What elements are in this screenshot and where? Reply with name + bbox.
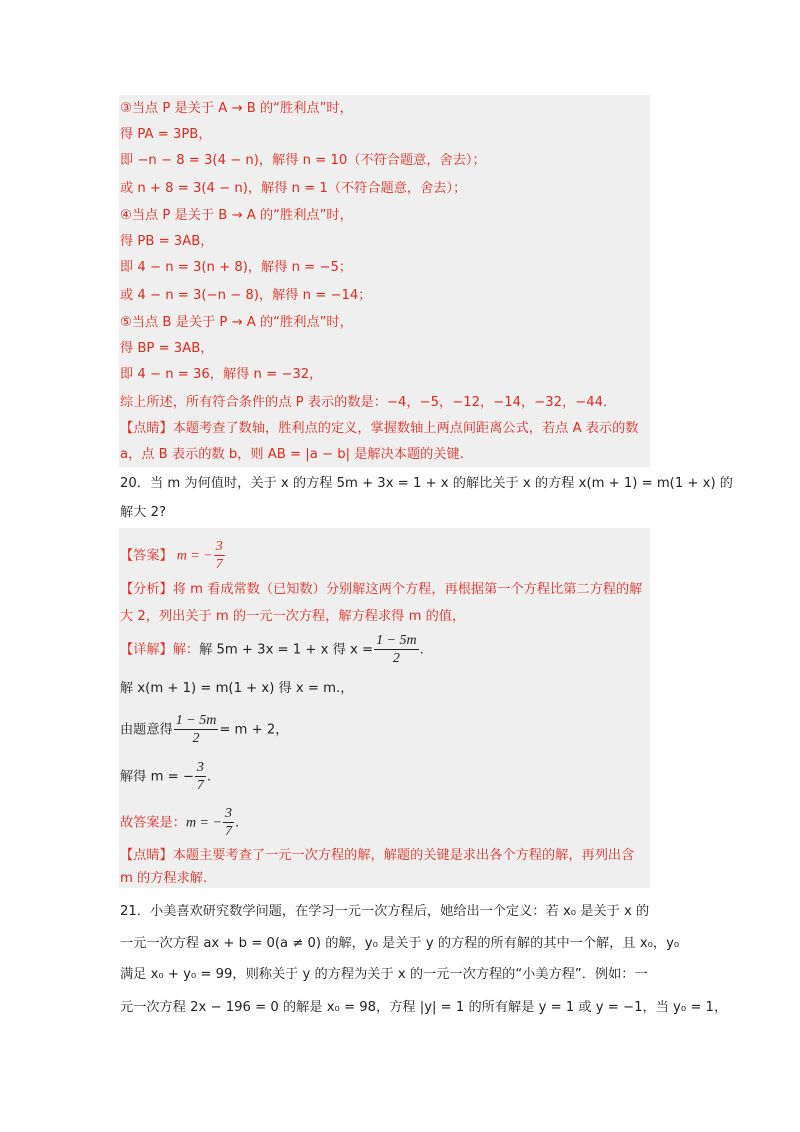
solve-fraction [195,759,206,794]
detail-fraction [374,632,419,667]
line-4: 或 n + 8 = 3(4 − n)，解得 n = 1（不符合题意，舍去）； [120,181,467,196]
line-2: 得 PA = 3PB， [120,127,212,142]
final-lhs: m = − [185,815,222,831]
detail-denominator: 2 [392,651,400,666]
solve-numerator: 3 [196,760,204,775]
line-3: 即 −n − 8 = 3(4 − n)，解得 n = 10（不符合题意，舍去）； [120,153,486,168]
setup-line [120,712,660,747]
comment-line-1: 【点睛】本题主要考查了一元一次方程的解，解题的关键是求出各个方程的解，再列出含 [120,848,635,863]
analysis-line-1: 【分析】将 m 看成常数（已知数）分别解这两个方程，再根据第一个方程比第二方程的解 [120,582,643,597]
solve-tail: . [206,769,212,785]
line-11: 即 4 − n = 36，解得 n = −32， [120,367,323,382]
solve-line [120,759,660,794]
detail-line [120,632,660,667]
setup-fraction [174,712,219,747]
detail-tail: . [419,642,424,658]
setup-denominator: 2 [192,731,200,746]
setup-text: 由题意得 [120,722,173,738]
answer-numerator: 3 [215,539,223,554]
question-20-line-1: 20．当 m 为何值时，关于 x 的方程 5m + 3x = 1 + x 的解比关于 x 的方程 x(m + 1) = m(1 + x) 的 [120,476,733,491]
answer-fraction [214,538,225,573]
final-text: 故答案是： [120,815,186,831]
solve-text: 解得 m = − [120,769,194,785]
question-21-line-2: 一元一次方程 ax + b = 0(a ≠ 0) 的解，y₀ 是关于 y 的方程的所有解的其中一个解，且 x₀，y₀ [120,936,680,951]
setup-tail: = m + 2， [219,722,289,738]
question-21-line-3: 满足 x₀ + y₀ = 99，则称关于 y 的方程为关于 x 的一元一次方程的“小美方程”．例如：一 [120,967,648,982]
detail-tag: 【详解】 [120,642,173,658]
answer-lhs: m = − [176,548,213,564]
final-tail: . [234,815,240,831]
answer-denominator: 7 [215,557,223,572]
detail-numerator: 1 − 5m [376,633,417,648]
second-equation-line: 解 x(m + 1) = m(1 + x) 得 x = m.， [120,681,354,696]
question-21-line-4: 元一次方程 2x − 196 = 0 的解是 x₀ = 98，方程 |y| = 1 的所有解是 y = 1 或 y = −1，当 y₀ = 1， [120,1000,728,1015]
answer-line [120,538,660,573]
line-14: a，点 B 表示的数 b，则 AB = |a − b| 是解决本题的关键. [120,447,464,462]
analysis-line-2: 大 2，列出关于 m 的一元一次方程，解方程求得 m 的值， [120,609,466,624]
line-1: ③当点 P 是关于 A → B 的“胜利点”时， [120,101,353,116]
line-9: ⑤当点 B 是关于 P → A 的“胜利点”时， [120,315,353,330]
line-13: 【点睛】本题考查了数轴，胜利点的定义，掌握数轴上两点间距离公式，若点 A 表示的数 [120,421,639,436]
final-denominator: 7 [224,824,232,839]
comment-line-2: m 的方程求解. [120,871,208,886]
answer-tag: 【答案】 [120,548,173,564]
line-12: 综上所述，所有符合条件的点 P 表示的数是：−4，−5，−12，−14，−32，−44． [120,395,617,410]
line-8: 或 4 − n = 3(−n − 8)，解得 n = −14； [120,288,372,303]
setup-numerator: 1 − 5m [175,713,217,728]
line-7: 即 4 − n = 3(n + 8)，解得 n = −5； [120,260,353,275]
final-answer-line [120,805,660,840]
line-5: ④当点 P 是关于 B → A 的“胜利点”时， [120,208,353,223]
question-20-line-2: 解大 2? [120,505,166,520]
line-6: 得 PB = 3AB， [120,234,214,249]
final-numerator: 3 [224,806,232,821]
solve-denominator: 7 [196,778,204,793]
detail-equation: 解 5m + 3x = 1 + x 得 x = [199,642,374,658]
line-10: 得 BP = 3AB， [120,341,214,356]
question-21-line-1: 21．小美喜欢研究数学问题，在学习一元一次方程后，她给出一个定义：若 x₀ 是关于 x 的 [120,904,650,919]
final-fraction [223,805,234,840]
detail-label: 解： [172,642,200,658]
